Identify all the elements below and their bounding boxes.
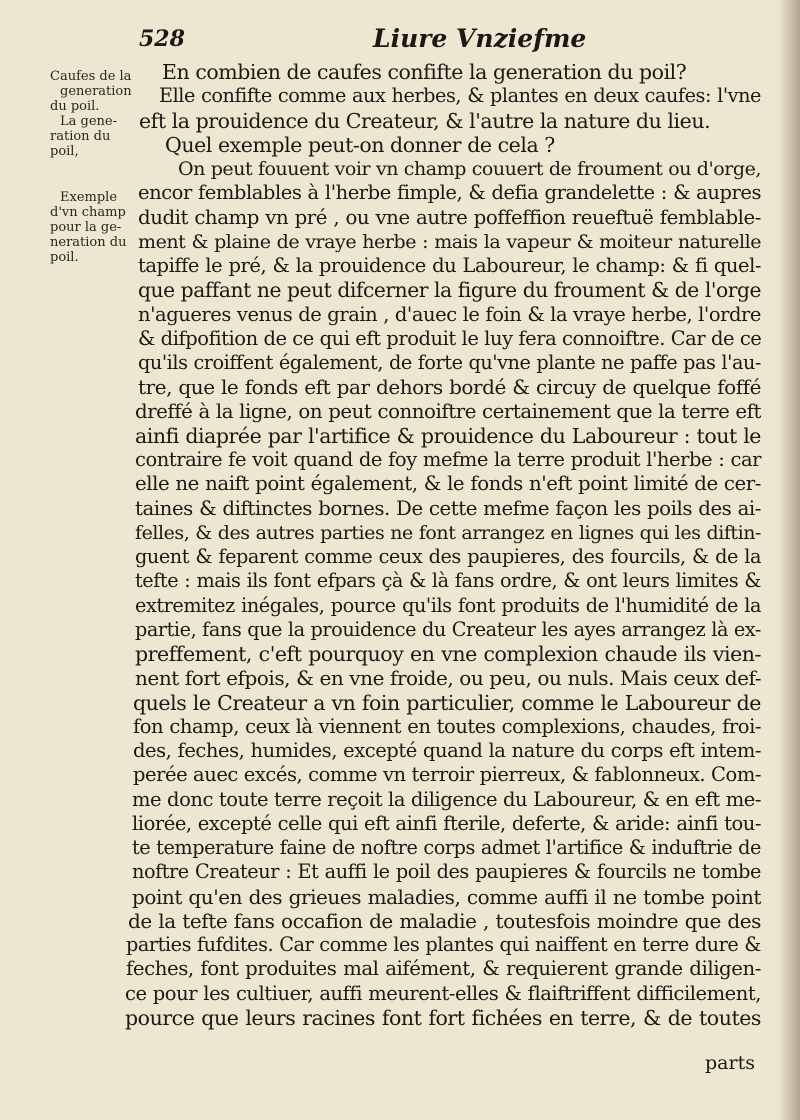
page-number: 528 <box>139 26 185 52</box>
margin-note-line: pour la ge- <box>50 220 122 235</box>
text-line: te temperature faine de noftre corps admet l'artifice & induftrie de <box>132 836 761 859</box>
margin-note-line: Exemple <box>60 190 118 205</box>
text-line: pource que leurs racines font fort fichées en terre, & de toutes <box>125 1005 761 1030</box>
text-line: Elle confifte comme aux herbes, & plantes en deux caufes: l'vne <box>159 84 761 108</box>
text-line: felles, & des autres parties ne font arrangez en lignes qui les diftin- <box>135 521 761 544</box>
text-line: taines & diftinctes bornes. De cette mefme façon les poils des ai- <box>135 496 761 520</box>
text-line: ce pour les cultiuer, auffi meurent-elles & flaiftriffent difficilement, <box>125 981 761 1005</box>
margin-note-line: ration du <box>50 129 111 144</box>
text-line: dreffé à la ligne, on peut connoiftre certainement que la terre eft <box>135 399 761 423</box>
text-line: de la tefte fans occafion de maladie , toutesfois moindre que des <box>128 908 761 933</box>
text-line: quels le Createur a vn foin particulier, comme le Laboureur de <box>133 690 761 715</box>
margin-note-line: neration du <box>50 235 127 250</box>
margin-note-line: Caufes de la <box>50 69 132 84</box>
text-line: feches, font produites mal aifément, & requierent grande diligen- <box>126 957 761 981</box>
text-line: point qu'en des grieues maladies, comme auffi il ne tombe point <box>132 884 761 909</box>
margin-note-line: La gene- <box>60 114 117 129</box>
text-line: eft la prouidence du Createur, & l'autre la nature du lieu. <box>139 108 711 133</box>
text-line: noftre Createur : Et auffi le poil des paupieres & fourcils ne tombe <box>132 860 761 884</box>
text-line: me donc toute terre reçoit la diligence du Laboureur, & en eft me- <box>132 787 761 811</box>
text-line: & difpofition de ce qui eft produit le luy fera connoiftre. Car de ce <box>138 326 762 350</box>
margin-note-line: poil. <box>50 250 79 265</box>
text-line: fon champ, ceux là viennent en toutes complexions, chaudes, froi- <box>133 714 761 738</box>
text-line: nent fort efpois, & en vne froide, ou peu, ou nuls. Mais ceux def- <box>135 666 761 691</box>
question-line: Quel exemple peut-on donner de cela ? <box>165 132 555 157</box>
text-line: n'agueres venus de grain , d'auec le foin & la vraye herbe, l'ordre <box>138 302 761 326</box>
margin-note-line: generation <box>60 84 132 99</box>
text-line: contraire fe voit quand de foy mefme la terre produit l'herbe : car <box>135 448 761 471</box>
text-line: parties fufdites. Car comme les plantes qui naiffent en terre dure & <box>126 933 761 956</box>
running-title: Liure Vnziefme <box>373 24 587 53</box>
text-line: extremitez inégales, pource qu'ils font produits de l'humidité de la <box>135 593 761 617</box>
text-line: encor femblables à l'herbe fimple, & defia grandelette : & aupres <box>138 181 761 205</box>
text-line: perée auec excés, comme vn terroir pierreux, & fablonneux. Com- <box>133 763 761 787</box>
text-line: tapiffe le pré, & la prouidence du Laboureur, le champ: & fi quel- <box>138 254 761 277</box>
text-line: dudit champ vn pré , ou vne autre poffeffion reueftuë femblable- <box>138 205 761 229</box>
page-header <box>0 24 800 64</box>
text-line: ainfi diaprée par l'artifice & prouidence du Laboureur : tout le <box>135 423 761 448</box>
margin-note-line: poil, <box>50 144 79 159</box>
text-line: des, feches, humides, excepté quand la nature du corps eft intem- <box>133 739 761 762</box>
question-line: En combien de caufes confifte la generation du poil? <box>162 60 687 84</box>
text-line: liorée, excepté celle qui eft ainfi fterile, deferte, & aride: ainfi tou- <box>132 811 761 835</box>
text-line: tefte : mais ils font efpars çà & là fans ordre, & ont leurs limites & <box>135 569 761 593</box>
text-line: tre, que le fonds eft par dehors bordé & circuy de quelque foffé <box>138 375 761 400</box>
body-text <box>125 60 761 1030</box>
text-line: elle ne naift point également, & le fonds n'eft point limité de cer- <box>135 472 761 496</box>
text-line: ment & plaine de vraye herbe : mais la vapeur & moiteur naturelle <box>138 230 761 253</box>
margin-note-line: d'vn champ <box>50 205 126 220</box>
catchword: parts <box>705 1052 755 1074</box>
text-line: partie, fans que la prouidence du Createur les ayes arrangez là ex- <box>135 617 761 641</box>
text-line: On peut fouuent voir vn champ couuert de froument ou d'orge, <box>178 158 761 180</box>
margin-note-line: du poil. <box>50 99 100 114</box>
text-line: preffement, c'eft pourquoy en vne complexion chaude ils vien- <box>135 642 761 666</box>
text-line: que paffant ne peut difcerner la figure du froument & de l'orge <box>138 278 761 303</box>
text-line: qu'ils croiffent également, de forte qu'vne plante ne paffe pas l'au- <box>138 351 761 374</box>
text-line: guent & feparent comme ceux des paupieres, des fourcils, & de la <box>135 545 761 568</box>
